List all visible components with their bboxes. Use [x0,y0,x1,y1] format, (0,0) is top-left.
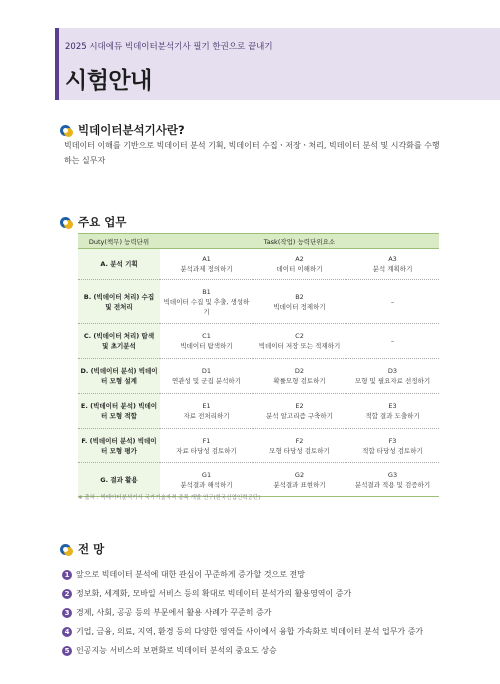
number-badge: 5 [62,646,72,656]
task-cell [160,324,253,359]
task-text: 분석결과 해석하기 [180,480,233,489]
table-row [78,463,439,497]
task-cell [253,463,346,497]
task-text: 적합 타당성 검토하기 [362,446,423,455]
task-code: C1 [202,332,211,340]
task-text: 빅데이터 정제하기 [273,302,326,311]
task-code: E2 [295,402,304,410]
duty-cell: G. 결과 활용 [78,463,160,497]
task-cell [253,280,346,324]
task-code: D1 [201,367,212,375]
task-text: 연관성 및 군집 분석하기 [172,377,241,385]
table-row [78,249,439,280]
task-cell [160,280,253,324]
task-cell [346,249,439,280]
duty-cell: B. (빅데이터 처리) 수집 및 전처리 [78,280,160,324]
section-heading-outlook [60,541,104,557]
list-item [62,641,462,660]
table-row [78,394,439,429]
task-code: G1 [201,470,212,479]
outlook-text: 정보화, 세계화, 모바일 서비스 등의 확대로 빅데이터 분석가의 활용영역이 증가 [76,589,352,598]
task-text: 자료 전처리하기 [183,412,230,420]
task-text: 분석 계획하기 [372,265,413,273]
list-item [62,622,462,641]
duty-cell: D. (빅데이터 분석) 빅데이터 모형 설계 [78,359,160,394]
list-item [62,603,462,622]
task-code: D3 [387,367,398,375]
task-code: F2 [295,436,304,445]
section-title: 전 망 [78,542,105,556]
section-bullet-icon [60,124,73,137]
duties-table [78,233,439,497]
list-item [62,565,462,584]
task-text: – [390,297,395,306]
task-text: 빅데이터 저장 또는 적재하기 [258,342,341,350]
task-code: B1 [202,287,211,296]
task-text: 분석결과 적용 및 검증하기 [354,480,431,489]
task-text: 분석결과 표현하기 [273,480,326,489]
task-text: – [390,337,395,345]
task-code: A1 [202,255,211,263]
table-row [78,429,439,463]
page-title: 시험안내 [65,68,152,94]
task-code: E3 [388,402,397,410]
task-code: A2 [295,255,304,263]
task-cell [253,394,346,429]
table-row [78,359,439,394]
duty-cell: A. 분석 기획 [78,249,160,280]
task-cell [160,429,253,463]
task-text: 빅데이터 탐색하기 [180,342,233,350]
task-text: 모형 타당성 검토하기 [269,446,330,455]
task-cell [346,359,439,394]
task-code: E1 [202,402,211,410]
task-cell [253,249,346,280]
task-code: F3 [388,436,397,445]
task-cell [346,324,439,359]
task-code: A3 [388,255,397,263]
table-header-row [78,234,439,249]
section-title: 빅데이터분석기사란? [78,123,185,137]
duty-cell: F. (빅데이터 분석) 빅데이터 모형 평가 [78,429,160,463]
outlook-list [62,565,462,660]
task-text: 분석 알고리즘 구축하기 [266,412,333,420]
table-row [78,280,439,324]
header-task: Task(작업) 능력단위요소 [160,234,439,249]
outlook-text: 경제, 사회, 공공 등의 부문에서 활용 사례가 꾸준히 증가 [76,608,272,617]
section-heading-definition [60,122,185,138]
task-cell [160,463,253,497]
task-code: D2 [294,367,305,375]
task-text: 자료 타당성 검토하기 [176,446,237,455]
list-item [62,584,462,603]
header-accent-bar [55,28,59,100]
section-bullet-icon [60,543,73,556]
task-cell [253,429,346,463]
task-code: G2 [294,470,305,479]
task-code: B2 [295,292,304,301]
task-cell [346,280,439,324]
task-text: 확률모형 검토하기 [273,377,326,385]
task-cell [253,324,346,359]
number-badge: 1 [62,570,72,580]
book-title: 2025 시대에듀 빅데이터분석기사 필기 한권으로 끝내기 [65,42,273,52]
task-text: 빅데이터 수집 및 추출, 생성하기 [163,297,250,316]
header-duty: Duty(책무) 능력단위 [78,234,160,249]
section-title: 주요 업무 [78,215,127,229]
number-badge: 2 [62,589,72,599]
source-note: ※ 출처 : 빅데이터분석기사 국가기술자격 종목 개발 연구(한국산업인력공단) [78,495,261,501]
outlook-text: 기업, 금융, 의료, 지역, 환경 등의 다양한 영역들 사이에서 융합 가속화로 빅데이터 분석 업무가 증가 [76,627,424,636]
task-cell [346,429,439,463]
number-badge: 4 [62,627,72,637]
task-text: 적합 결과 도출하기 [365,412,420,420]
task-cell [160,249,253,280]
task-cell [253,359,346,394]
section-heading-duties [60,214,126,230]
outlook-text: 앞으로 빅데이터 분석에 대한 관심이 꾸준하게 증가할 것으로 전망 [76,570,305,579]
table-row [78,324,439,359]
task-cell [160,359,253,394]
task-cell [346,394,439,429]
number-badge: 3 [62,608,72,618]
definition-text: 빅데이터 이해를 기반으로 빅데이터 분석 기획, 빅데이터 수집ㆍ저장ㆍ처리, 빅데이터 분석 및 시각화를 수행하는 실무자 [64,141,440,165]
section-bullet-icon [60,216,73,229]
task-code: G3 [387,470,398,479]
task-cell [346,463,439,497]
task-code: F1 [202,436,211,445]
task-text: 분석과제 정의하기 [180,265,233,273]
task-cell [160,394,253,429]
task-text: 모형 및 필요자료 선정하기 [354,377,431,385]
outlook-text: 인공지능 서비스의 보편화로 빅데이터 분석의 중요도 상승 [76,646,277,655]
task-text: 데이터 이해하기 [276,265,323,273]
page-header [55,28,500,100]
task-code: C2 [295,332,304,340]
duty-cell: C. (빅데이터 처리) 탐색 및 초기분석 [78,324,160,359]
duty-cell: E. (빅데이터 분석) 빅데이터 모형 적합 [78,394,160,429]
